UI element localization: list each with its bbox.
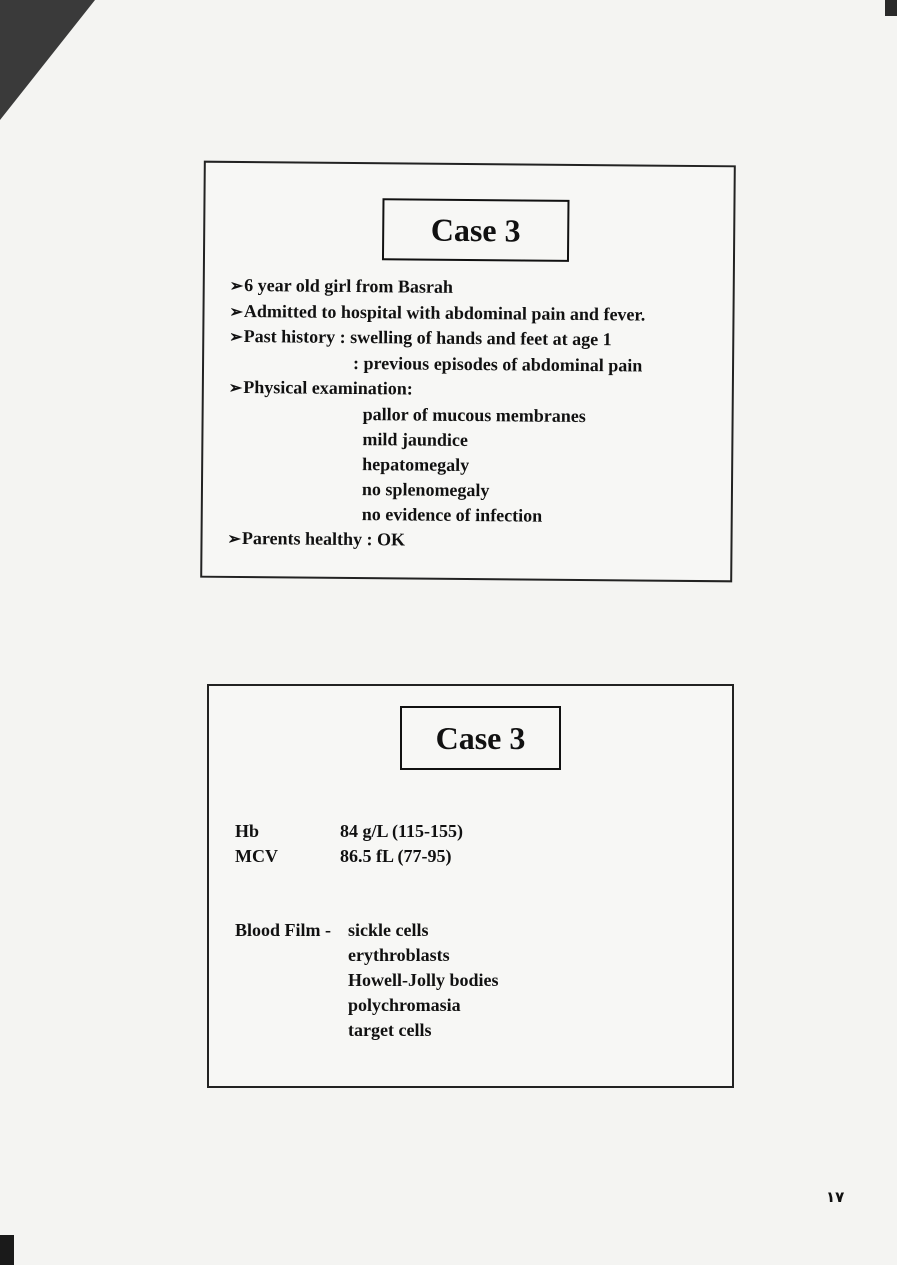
exam-finding: pallor of mucous membranes bbox=[362, 404, 586, 427]
slide-title: Case 3 bbox=[382, 198, 570, 262]
lab-value-hb: 84 g/L (115-155) bbox=[340, 821, 464, 841]
arrow-bullet-icon: ➢ bbox=[229, 303, 243, 322]
exam-finding: hepatomegaly bbox=[362, 454, 470, 476]
page-corner-shadow bbox=[0, 0, 95, 120]
slide-lab-results bbox=[207, 684, 734, 1088]
arrow-bullet-icon: ➢ bbox=[229, 328, 243, 347]
blood-film-finding: sickle cells bbox=[348, 920, 429, 940]
arrow-bullet-icon: ➢ bbox=[229, 277, 244, 296]
bullet-item: ➢Past history : swelling of hands and feet at age 1 bbox=[229, 326, 612, 350]
page-number: ١٧ bbox=[826, 1188, 845, 1206]
exam-finding: no splenomegaly bbox=[361, 479, 490, 501]
lab-label-hb: Hb bbox=[235, 821, 260, 841]
bullet-item: ➢Parents healthy : OK bbox=[227, 526, 405, 554]
lab-label-mcv: MCV bbox=[235, 846, 278, 866]
blood-film-finding: target cells bbox=[348, 1020, 432, 1040]
blood-film-label: Blood Film - bbox=[235, 920, 332, 940]
lab-value-mcv: 86.5 fL (77-95) bbox=[340, 846, 452, 866]
arrow-bullet-icon: ➢ bbox=[228, 379, 243, 398]
blood-film-finding: polychromasia bbox=[348, 995, 461, 1015]
page-corner-shadow-bottom bbox=[0, 1235, 14, 1265]
bullet-item: ➢6 year old girl from Basrah bbox=[230, 273, 453, 301]
blood-film-finding: Howell-Jolly bodies bbox=[348, 970, 499, 990]
exam-finding: no evidence of infection bbox=[361, 504, 543, 526]
slide-case-history bbox=[200, 161, 736, 583]
bullet-item: ➢Physical examination: bbox=[229, 375, 413, 403]
bullet-item: ➢Admitted to hospital with abdominal pain and fever. bbox=[229, 301, 646, 325]
exam-finding: mild jaundice bbox=[362, 429, 469, 451]
page-corner-shadow-right bbox=[885, 0, 897, 16]
blood-film-finding: erythroblasts bbox=[348, 945, 450, 965]
arrow-bullet-icon: ➢ bbox=[227, 530, 242, 549]
slide-title: Case 3 bbox=[400, 706, 561, 770]
bullet-continuation: : previous episodes of abdominal pain bbox=[352, 352, 643, 376]
